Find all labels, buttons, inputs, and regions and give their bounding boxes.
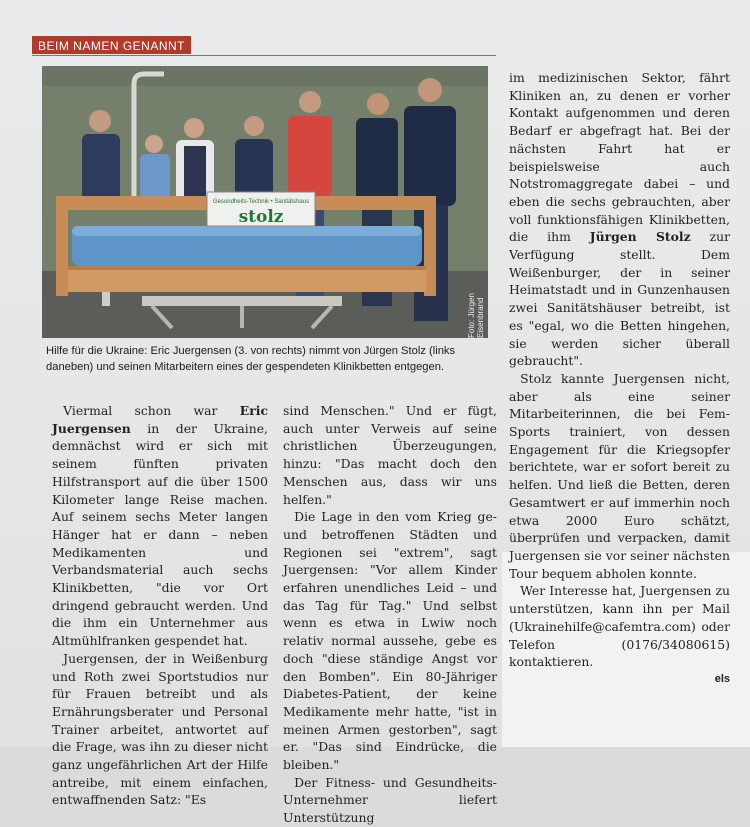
photo-caption: Hilfe für die Ukraine: Eric Juergensen (3. von rechts) nimmt von Jürgen Stolz (links daneben) und seinen Mitarbeitern eines der gespendeten Klinikbetten entgegen. xyxy=(46,345,456,373)
photo-illustration xyxy=(42,66,488,338)
person-name: Eric Juergensen xyxy=(52,403,268,436)
person-name: Jürgen Stolz xyxy=(589,229,691,245)
article-photo xyxy=(42,66,488,338)
paragraph: sind Menschen." Und er fügt, auch unter Verweis auf seine christlichen Überzeugungen, hinzu: "Das macht doch den Menschen aus, dass wir uns helfen." xyxy=(283,403,497,507)
top-rule xyxy=(32,55,496,56)
paragraph: Stolz kannte Juergensen nicht, aber als eine seiner Mitarbeiterinnen, die bei Fem-Sports trainiert, von dessen Engagement für die Kriegsopfer berichtete, war er sofort bereit zu helfen. Und ließ die Betten, deren Gesamtwert er auf immerhin noch etwa 2000 Euro schätzt, überprüfen und verpacken, damit Juergensen sie vor seiner nächsten Tour bequem abholen konnte. xyxy=(509,370,730,581)
section-kicker: BEIM NAMEN GENANNT xyxy=(32,36,191,54)
paragraph: Viermal schon war Eric Juergensen in der Ukraine, demnächst wird er sich mit seinem fünften privaten Hilfstransport auf die über 1500 Kilometer lange Reise machen. Auf seinem sechs Meter langen Hänger hat er dann – neben Medikamenten und Verbandsmaterial auch sechs Klinikbetten, "die vor Ort dringend gebraucht werden. Und die ihm ein Unternehmer aus Altmühlfranken gespendet hat. xyxy=(52,403,268,649)
paragraph: Der Fitness- und Gesundheits-Unternehmer liefert Unterstützung xyxy=(283,774,497,826)
paragraph: im medizinischen Sektor, fährt Kliniken an, zu denen er vorher Kontakt aufgenommen und deren Bedarf er abgefragt hat. Bei der nächsten Fahrt hat er beispielsweise auch Notstromaggregate dabei – und eben die sechs gebrauchten, aber voll funktionsfähigen Klinikbetten, die ihm Jürgen Stolz zur Verfügung stellt. Dem Weißenburger, der in seiner Heimatstadt und in Gunzenhausen zwei Sanitätshäuser betreibt, ist es "egal, wo die Betten hingehen, sie werden sicher überall gebraucht". xyxy=(509,70,730,369)
paragraph: Wer Interesse hat, Juergensen zu unterstützen, kann ihn per Mail (Ukrainehilfe@cafemtra.com) oder Telefon (0176/34080615) kontaktieren. xyxy=(509,583,730,670)
article-column-3 xyxy=(509,69,730,689)
sign-logo-text: stolz xyxy=(238,207,284,227)
paragraph: Juergensen, der in Weißenburg und Roth zwei Sportstudios nur für Frauen betreibt und als Ernährungsberater und Personal Trainer arbeitet, antwortet auf die Frage, was ihn zu dieser nicht ganz ungefährlichen Art der Hilfe antreibe, mit einem einfachen, entwaffnenden Satz: "Es xyxy=(52,650,268,808)
article-column-1 xyxy=(52,402,268,809)
article-column-2 xyxy=(283,402,497,827)
photo-credit: Foto: Jürgen Eisenbrand xyxy=(467,293,485,338)
paragraph: Die Lage in den vom Krieg ge- und betroffenen Städten und Regionen sei "extrem", sagt Juergensen: "Vor allem Kinder erfahren unendliches Leid – und das Tag für Tag." Und selbst wenn es etwa in Lwiw noch relativ normal aussehe, gebe es doch "diese ständige Angst vor den Bomben". Ein 80-Jähriger Diabetes-Patient, der keine Medikamente mehr hatte, "ist in meinen Armen gestorben", sagt er. "Das sind Eindrücke, die bleiben." xyxy=(283,509,497,773)
sign-small-text: Gesundheits-Technik • Sanitätshaus xyxy=(212,199,310,205)
author-initials: els xyxy=(714,672,730,685)
